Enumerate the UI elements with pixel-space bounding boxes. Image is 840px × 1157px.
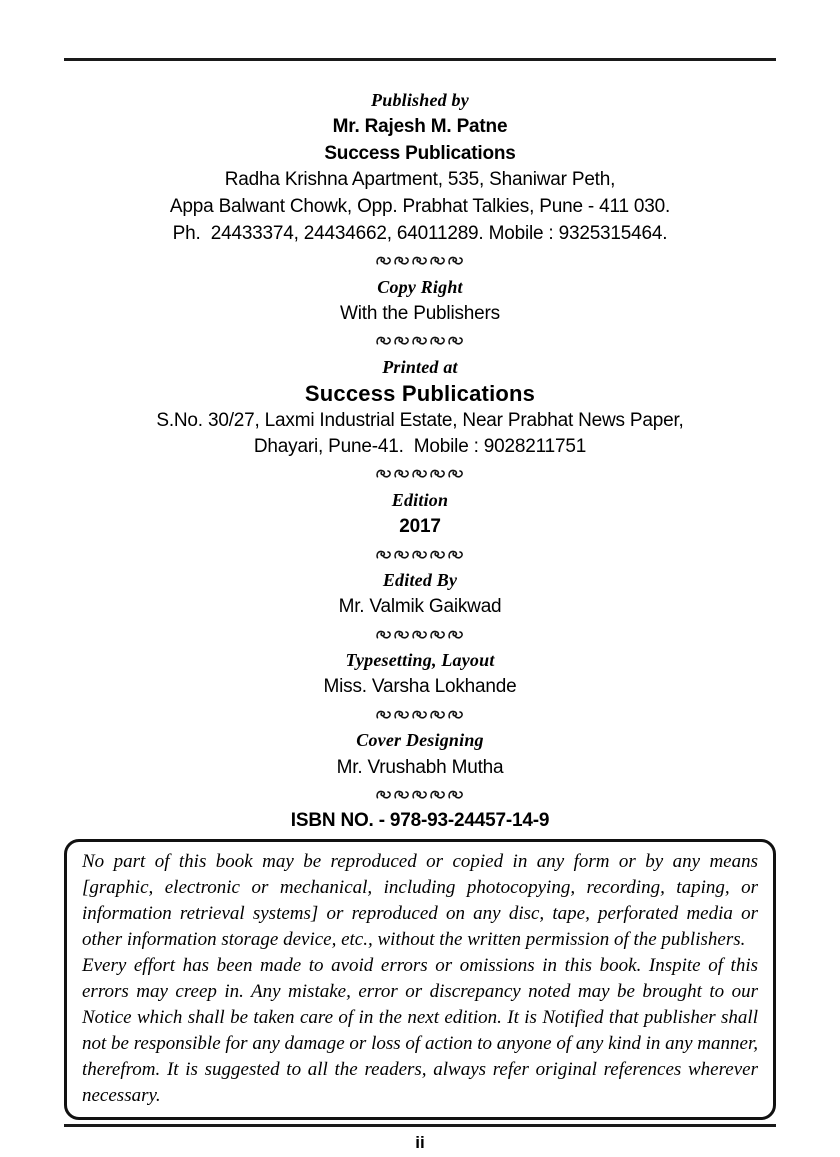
copyright-notice-box xyxy=(64,839,776,1120)
fleuron-ornament-icon xyxy=(376,709,392,720)
fleuron-ornament-icon xyxy=(394,629,410,640)
fleuron-divider xyxy=(64,327,776,354)
editor-name: Mr. Valmik Gaikwad xyxy=(338,596,502,618)
copyright-holder: With the Publishers xyxy=(340,302,500,324)
fleuron-ornament-icon xyxy=(448,549,464,560)
notice-paragraph-reproduction: No part of this book may be reproduced or copied in any form or by any means [graphic, electronic or mechanical, including photocopying, recording, taping, or information retrieval systems] or reproduced on any disc, tape, perforated media or other information storage device, etc., without the written permission of the publishers. xyxy=(82,851,758,951)
publisher-company: Success Publications xyxy=(324,142,516,164)
cover-designing-heading: Cover Designing xyxy=(356,730,484,751)
fleuron-ornament-icon xyxy=(376,629,392,640)
fleuron-ornament-icon xyxy=(430,468,446,479)
fleuron-divider xyxy=(64,781,776,808)
printer-company: Success Publications xyxy=(304,380,536,406)
fleuron-ornament-icon xyxy=(412,468,428,479)
fleuron-ornament-icon xyxy=(376,468,392,479)
printer-address-line2: Dhayari, Pune-41. Mobile : 9028211751 xyxy=(253,436,587,458)
publisher-address-line1: Radha Krishna Apartment, 535, Shaniwar Peth, xyxy=(224,169,616,191)
edited-by-heading: Edited By xyxy=(382,570,458,591)
publisher-phone: Ph. 24433374, 24434662, 64011289. Mobile : 9325315464. xyxy=(172,222,668,244)
fleuron-ornament-icon xyxy=(430,335,446,346)
fleuron-ornament-icon xyxy=(394,335,410,346)
fleuron-ornament-icon xyxy=(394,468,410,479)
fleuron-ornament-icon xyxy=(430,629,446,640)
fleuron-ornament-icon xyxy=(394,789,410,800)
publisher-address-line2: Appa Balwant Chowk, Opp. Prabhat Talkies, Pune - 411 030. xyxy=(169,196,671,218)
fleuron-ornament-icon xyxy=(430,789,446,800)
top-rule xyxy=(64,58,776,61)
page-number: ii xyxy=(415,1133,425,1153)
fleuron-ornament-icon xyxy=(448,468,464,479)
fleuron-ornament-icon xyxy=(412,255,428,266)
bottom-rule xyxy=(64,1124,776,1127)
fleuron-ornament-icon xyxy=(430,255,446,266)
fleuron-ornament-icon xyxy=(376,335,392,346)
isbn-number: ISBN NO. - 978-93-24457-14-9 xyxy=(290,809,550,831)
fleuron-ornament-icon xyxy=(376,255,392,266)
edition-heading: Edition xyxy=(391,490,449,511)
fleuron-ornament-icon xyxy=(376,549,392,560)
fleuron-ornament-icon xyxy=(412,789,428,800)
fleuron-ornament-icon xyxy=(412,335,428,346)
fleuron-ornament-icon xyxy=(394,255,410,266)
notice-paragraph-errors: Every effort has been made to avoid errors or omissions in this book. Inspite of this errors may creep in. Any mistake, error or discrepancy noted may be brought to our Notice which shall be taken care of in the next edition. It is Notified that publisher shall not be responsible for any damage or loss of action to anyone of any kind in any manner, therefrom. It is suggested to all the readers, always refer original references wherever necessary. xyxy=(82,955,758,1107)
published-by-heading: Published by xyxy=(371,89,469,110)
printed-at-heading: Printed at xyxy=(382,356,458,377)
fleuron-ornament-icon xyxy=(394,549,410,560)
fleuron-ornament-icon xyxy=(448,709,464,720)
fleuron-divider xyxy=(64,247,776,274)
fleuron-ornament-icon xyxy=(448,255,464,266)
imprint-stack xyxy=(64,87,776,834)
fleuron-ornament-icon xyxy=(448,629,464,640)
typesetting-heading: Typesetting, Layout xyxy=(345,650,495,671)
fleuron-ornament-icon xyxy=(376,789,392,800)
publisher-name: Mr. Rajesh M. Patne xyxy=(332,116,508,138)
typesetter-name: Miss. Varsha Lokhande xyxy=(323,676,517,698)
copyright-heading: Copy Right xyxy=(377,276,463,297)
fleuron-divider xyxy=(64,461,776,488)
fleuron-divider xyxy=(64,541,776,568)
fleuron-ornament-icon xyxy=(412,629,428,640)
fleuron-ornament-icon xyxy=(412,549,428,560)
cover-designer-name: Mr. Vrushabh Mutha xyxy=(336,756,504,778)
fleuron-ornament-icon xyxy=(412,709,428,720)
fleuron-ornament-icon xyxy=(394,709,410,720)
fleuron-ornament-icon xyxy=(448,789,464,800)
printer-address-line1: S.No. 30/27, Laxmi Industrial Estate, Near Prabhat News Paper, xyxy=(156,409,684,431)
fleuron-divider xyxy=(64,621,776,648)
fleuron-ornament-icon xyxy=(430,709,446,720)
fleuron-ornament-icon xyxy=(430,549,446,560)
fleuron-divider xyxy=(64,701,776,728)
edition-year: 2017 xyxy=(399,516,441,538)
fleuron-ornament-icon xyxy=(448,335,464,346)
